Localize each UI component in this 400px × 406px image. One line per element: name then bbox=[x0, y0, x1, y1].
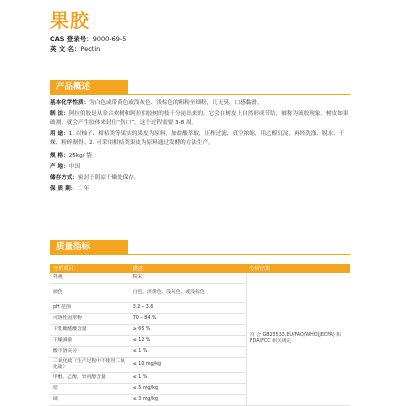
cell-item: pH 范围 bbox=[50, 303, 130, 314]
overview-item-usage bbox=[50, 130, 350, 147]
overview-item-spec bbox=[50, 152, 350, 161]
overview-item-text: 密封于阴凉干燥处保存。 bbox=[77, 175, 140, 181]
overview-item-text: 为白色或带黄色或浅灰色、浅棕色的粗粉至细粉，几无臭，口感黏滑。 bbox=[89, 100, 263, 106]
overview-divider bbox=[50, 94, 350, 95]
overview-item-label: 用 途： bbox=[50, 131, 69, 137]
overview-item-label: 产 地： bbox=[50, 164, 69, 170]
cas-label: CAS 登录号： bbox=[50, 35, 93, 43]
overview-item-label: 制 法： bbox=[50, 111, 69, 117]
quality-spec-table bbox=[50, 264, 350, 406]
cell-item: 甲醇，乙醇，异丙醇含量 bbox=[50, 373, 130, 384]
quality-divider bbox=[50, 254, 350, 255]
quality-heading: 质量指标 bbox=[50, 240, 128, 254]
cell-item: 酸不溶灰分 bbox=[50, 347, 130, 358]
cell-item: 干乳糖醛酸含量 bbox=[50, 325, 130, 336]
overview-heading: 产品概述 bbox=[50, 80, 128, 94]
overview-item-label: 基本化学性质： bbox=[50, 100, 90, 106]
english-name-line bbox=[50, 44, 100, 53]
english-name-value: Pectin bbox=[80, 45, 101, 53]
overview-item-storage bbox=[50, 174, 350, 183]
cell-description: 70 – 84 % bbox=[130, 314, 247, 325]
cell-item: 铅 bbox=[50, 384, 130, 395]
overview-item-properties bbox=[50, 99, 350, 108]
overview-item-method bbox=[50, 110, 350, 127]
cas-line bbox=[50, 34, 126, 43]
column-header-result: 分析结果 bbox=[246, 264, 350, 273]
cell-item: 干燥减量 bbox=[50, 336, 130, 347]
cell-description: ≤ 12 % bbox=[130, 336, 247, 347]
cell-description: ≤ 1 % bbox=[130, 373, 247, 384]
cell-description: 3.2 – 3.6 bbox=[130, 303, 247, 314]
overview-item-text: 二 年 bbox=[76, 186, 90, 192]
cell-item: 砷 bbox=[50, 395, 130, 406]
column-header-description: 描述 bbox=[130, 264, 247, 273]
overview-item-text: 中国 bbox=[68, 164, 80, 170]
cas-value: 9000-69-5 bbox=[92, 35, 127, 43]
overview-item-text: 1. 以柚子、柑桔类等果实的果皮为原料，加盐酸萃取，压榨过滤，真空浓缩，用乙醇沉淀，再经洗涤、脱水、干燥、粉碎制得；2. 可采用柑桔类果皮为原料通过发酵的方法生产。 bbox=[50, 131, 345, 146]
english-name-label: 英 文 名： bbox=[50, 45, 81, 53]
cell-description: 粉末 bbox=[130, 273, 247, 284]
overview-item-text: 阿拉伯胶是从金合欢树和阿拉伯胶树的枝干分泌出来的，它会在树皮上自然形成节结，被称为流胶现象。树皮如果破割，就会产生胶体来封住“伤口”，这个过程需要 3-8 周。 bbox=[50, 111, 349, 126]
overview-item-origin bbox=[50, 163, 350, 172]
cell-description: ≤ 3 mg/kg bbox=[130, 395, 247, 406]
product-title: 果胶 bbox=[50, 10, 91, 32]
overview-item-shelf-life bbox=[50, 185, 350, 194]
cell-description: ≤ 5 mg/kg bbox=[130, 384, 247, 395]
overview-item-label: 储存方式： bbox=[50, 175, 78, 181]
table-row bbox=[50, 273, 350, 284]
cell-description: ≤ 1 % bbox=[130, 347, 247, 358]
overview-item-label: 保 质 期： bbox=[50, 186, 77, 192]
cell-result: 符 合 GB25533,EU/FAO/WHO(JECFA) 和 FDA/FCC 相关规定 bbox=[246, 273, 350, 406]
cell-item: 可溶性固形物 bbox=[50, 314, 130, 325]
overview-item-text: 25kg/ 袋 bbox=[68, 153, 92, 159]
column-header-item: 分析项目 bbox=[50, 264, 130, 273]
cell-item: 外观 bbox=[50, 273, 130, 284]
cell-description: ≥ 65 % bbox=[130, 325, 247, 336]
cell-description: 白色、淡黄色、浅灰色、或浅棕色 bbox=[130, 284, 247, 303]
cell-item: 二氧化硫（生产过程中不使用二氧化硫） bbox=[50, 358, 130, 373]
table-header-row bbox=[50, 264, 350, 273]
cell-item: 颜色 bbox=[50, 284, 130, 303]
cell-description: ≤ 10 mg/kg bbox=[130, 358, 247, 373]
overview-item-label: 规 格： bbox=[50, 153, 69, 159]
